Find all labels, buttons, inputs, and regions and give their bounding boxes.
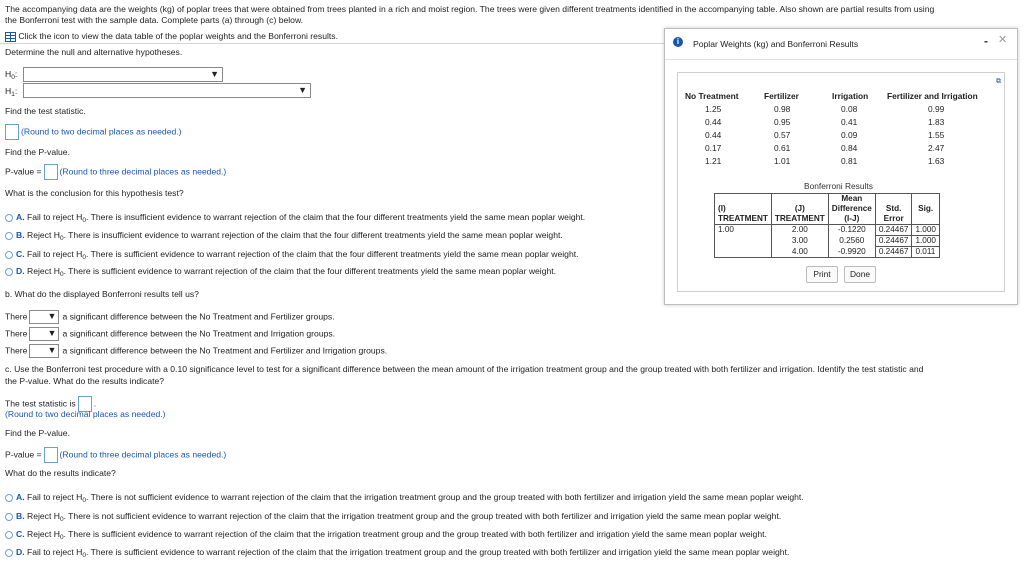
test-stat-row [5,124,182,140]
popup-title: Poplar Weights (kg) and Bonferroni Results [693,39,859,49]
pvalue-prompt: Find the P-value. [5,147,70,157]
cell: 0.95 [774,117,791,127]
cell: 0.81 [841,156,858,166]
cell: 4.00 [771,247,828,258]
pvalue-input[interactable] [44,164,58,180]
part-b-row-1: There ▼ a significant difference between the No Treatment and Fertilizer groups. [5,310,335,324]
data-popup [664,28,1018,305]
part-c-option-d[interactable]: D. Fail to reject $H_0$. There is sufficient evidence to warrant rejection of the claim that the irrigation treatment group and the group treated with both fertilizer and irrigation yield the same mean poplar weight. [5,547,789,559]
popup-header [665,29,1017,60]
part-c-pvalue-row: P-value = (Round to three decimal places as needed.) [5,447,226,463]
cell: 1.01 [774,156,791,166]
cell: 1.25 [705,104,722,114]
header-i: (I) TREATMENT [715,194,772,225]
difference-dropdown[interactable] [29,310,59,324]
divider [0,43,664,44]
part-b-row-3: There ▼ a significant difference between the No Treatment and Fertilizer and Irrigation groups. [5,344,387,358]
option-d[interactable]: D. Reject $H_0$. There is sufficient evidence to warrant rejection of the claim that the four different treatments yield the same mean poplar weight. [5,266,556,278]
test-stat-input[interactable] [5,124,19,140]
cell: 0.24467 [875,236,912,247]
cell: 0.011 [912,247,940,258]
print-button[interactable]: Print [806,266,838,283]
difference-dropdown[interactable] [29,327,59,341]
cell: 1.21 [705,156,722,166]
option-b[interactable]: B. Reject $H_0$. There is insufficient evidence to warrant rejection of the claim that the four different treatments yield the same mean poplar weight. [5,230,563,242]
part-c-option-c[interactable]: C. Reject $H_0$. There is sufficient evidence to warrant rejection of the claim that the irrigation treatment group and the group treated with both fertilizer and irrigation yield the same mean poplar weight. [5,529,767,541]
triangle-down-icon: ▼ [47,345,57,355]
cell: 0.44 [705,130,722,140]
cell: 0.98 [774,104,791,114]
header-mean-diff: Mean Difference (I-J) [828,194,875,225]
cell: 0.61 [774,143,791,153]
option-a[interactable]: A. Fail to reject $H_0$. There is insufficient evidence to warrant rejection of the claim that the four different treatments yield the same mean poplar weight. [5,212,585,224]
cell: -0.1220 [828,225,875,236]
cell: 1.83 [928,117,945,127]
radio-button[interactable] [5,513,13,521]
test-stat-prompt: Find the test statistic. [5,106,86,116]
header-sig: Sig. [912,194,940,225]
radio-button[interactable] [5,232,13,240]
intro-line-2: the Bonferroni test with the sample data. Complete parts (a) through (c) below. [5,15,304,25]
cell: 2.47 [928,143,945,153]
test-stat-hint: (Round to two decimal places as needed.) [21,126,182,137]
difference-dropdown[interactable] [29,344,59,358]
col-header-fert-irrigation: Fertilizer and Irrigation [887,91,978,101]
done-button[interactable]: Done [844,266,876,283]
cell: 0.24467 [875,247,912,258]
cell: -0.9920 [828,247,875,258]
h1-label: $H_1$: [5,86,18,98]
minimize-icon[interactable]: - [984,34,988,48]
header-std-error: Std. Error [875,194,912,225]
header-j: (J) TREATMENT [771,194,828,225]
conclusion-prompt: What is the conclusion for this hypothesis test? [5,188,184,198]
cell: 0.2560 [828,236,875,247]
pvalue-label: P-value = [5,166,42,177]
close-icon[interactable]: ✕ [998,34,1008,46]
col-header-no-treatment: No Treatment [685,91,739,101]
part-c-pvalue-input[interactable] [44,447,58,463]
cell: 0.57 [774,130,791,140]
part-b-row-2: There ▼ a significant difference between the No Treatment and Irrigation groups. [5,327,335,341]
part-b-prompt: b. What do the displayed Bonferroni results tell us? [5,289,199,299]
h0-dropdown[interactable] [23,67,223,82]
radio-button[interactable] [5,268,13,276]
cell: 1.000 [912,225,940,236]
cell: 0.08 [841,104,858,114]
treatment-i-cell: 1.00 [715,225,772,258]
table-icon[interactable] [5,32,16,42]
h0-label: $H_0$: [5,69,18,81]
info-icon: i [673,37,683,47]
table-row [715,194,940,225]
radio-button[interactable] [5,214,13,222]
triangle-down-icon: ▼ [47,311,57,321]
triangle-down-icon: ▼ [298,85,307,95]
radio-button[interactable] [5,494,13,502]
popup-content [677,72,1005,292]
data-table-link[interactable] [5,31,338,42]
part-c-option-a[interactable]: A. Fail to reject $H_0$. There is not sufficient evidence to warrant rejection of the claim that the irrigation treatment group and the group treated with both fertilizer and irrigation yield the same mean poplar weight. [5,492,804,504]
radio-button[interactable] [5,549,13,557]
cell: 1.63 [928,156,945,166]
option-c[interactable]: C. Fail to reject $H_0$. There is sufficient evidence to warrant rejection of the claim that the four different treatments yield the same mean poplar weight. [5,249,579,261]
cell: 0.44 [705,117,722,127]
pvalue-hint: (Round to three decimal places as needed.) [59,166,227,177]
hypotheses-prompt: Determine the null and alternative hypotheses. [5,47,183,57]
radio-button[interactable] [5,251,13,259]
part-c-results-prompt: What do the results indicate? [5,468,116,478]
part-c-option-b[interactable]: B. Reject $H_0$. There is not sufficient evidence to warrant rejection of the claim that the irrigation treatment group and the group treated with both fertilizer and irrigation yield the same mean poplar weight. [5,511,781,523]
part-c-pvalue-prompt: Find the P-value. [5,428,70,438]
cell: 0.09 [841,130,858,140]
col-header-fertilizer: Fertilizer [764,91,799,101]
h1-dropdown[interactable] [23,83,311,98]
bonferroni-title: Bonferroni Results [804,181,873,191]
cell: 0.17 [705,143,722,153]
part-c-test-stat-hint: (Round to two decimal places as needed.) [5,409,166,419]
bonferroni-table [714,193,940,258]
intro-line-1: The accompanying data are the weights (kg) of poplar trees that were obtained from trees planted in a rich and moist region. The trees were given different treatments identified in the accompanying table. Also shown are partial results from using [5,4,935,14]
col-header-irrigation: Irrigation [832,91,869,101]
radio-button[interactable] [5,531,13,539]
cell: 1.55 [928,130,945,140]
cell: 0.24467 [875,225,912,236]
triangle-down-icon: ▼ [47,328,57,338]
cell: 2.00 [771,225,828,236]
triangle-down-icon: ▼ [210,69,219,79]
part-c-test-stat-row: The test statistic is . [5,396,96,412]
cell: 1.000 [912,236,940,247]
copy-icon[interactable]: ⧉ [996,78,1001,85]
cell: 0.84 [841,143,858,153]
pvalue-row [5,164,226,180]
data-link-text[interactable]: Click the icon to view the data table of the poplar weights and the Bonferroni results. [18,31,338,41]
cell: 3.00 [771,236,828,247]
table-row [715,225,940,236]
cell: 0.41 [841,117,858,127]
part-c-prompt-1: c. Use the Bonferroni test procedure with a 0.10 significance level to test for a significant difference between the mean amount of the irrigation treatment group and the group treated with both fertilizer and irrigation. Identify the test statistic and [5,364,924,374]
cell: 0.99 [928,104,945,114]
part-c-prompt-2: the P-value. What do the results indicate? [5,376,165,386]
